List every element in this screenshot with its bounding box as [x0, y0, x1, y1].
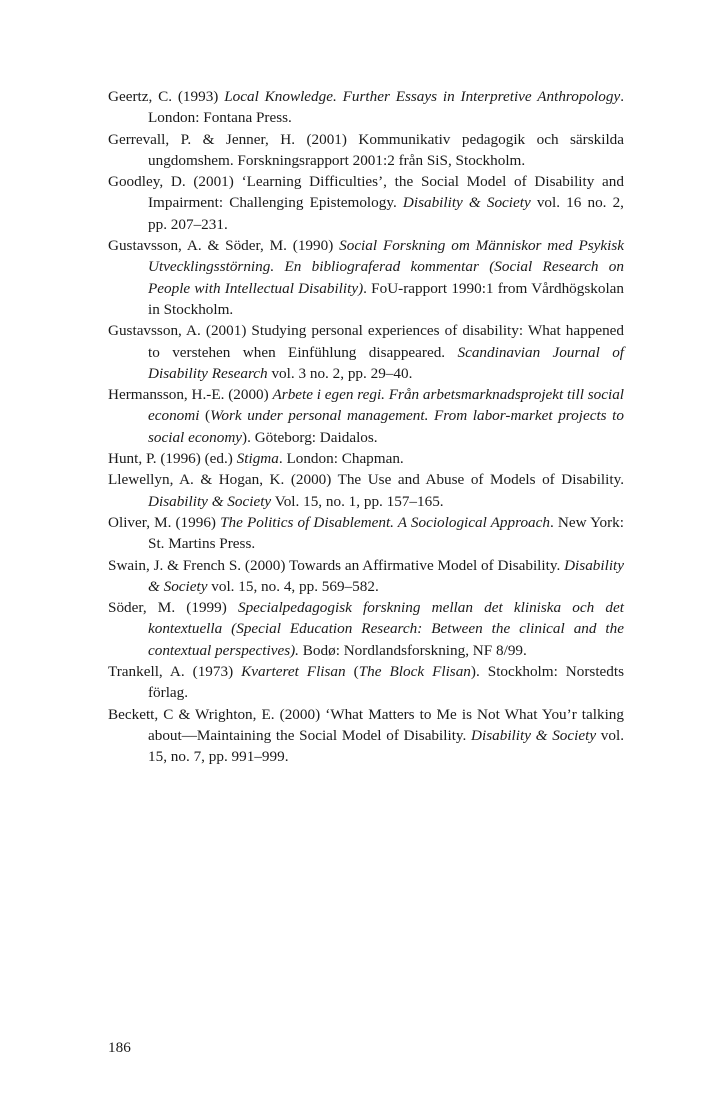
- reference-entry: [108, 384, 624, 448]
- reference-italic-text: Stigma: [236, 450, 279, 468]
- reference-entry: [108, 661, 624, 704]
- reference-entry: [108, 86, 624, 129]
- reference-text: ). Göteborg: Daidalos.: [242, 428, 378, 446]
- reference-entry: [108, 469, 624, 512]
- reference-text: vol. 15, no. 7, pp. 991–999.: [148, 726, 624, 766]
- reference-italic-text: The Politics of Disablement. A Sociological Approach: [220, 513, 550, 531]
- reference-text: Trankell, A. (1973): [108, 663, 242, 681]
- reference-text: Hermansson, H.-E. (2000): [108, 386, 273, 404]
- reference-entry: [108, 320, 624, 384]
- reference-italic-text: Social Forskning om Människor med Psykisk Utvecklingsstörning. En bibliograferad kommentar (Social Research on People with Intellectual Disability): [148, 237, 625, 297]
- reference-text: . London: Chapman.: [278, 450, 404, 468]
- reference-italic-text: Work under personal management. From labor-market projects to social economy: [148, 407, 624, 446]
- reference-italic-text: Scandinavian Journal of Disability Research: [148, 343, 625, 382]
- reference-text: . FoU-rapport 1990:1 from Vårdhögskolan in Stockholm.: [148, 279, 625, 318]
- reference-italic-text: Disability & Society: [471, 726, 597, 744]
- reference-italic-text: Arbete i egen regi. Från arbetsmarknadsprojekt till social economi: [148, 386, 625, 425]
- reference-text: Swain, J. & French S. (2000) Towards an Affirmative Model of Disability.: [108, 556, 565, 574]
- reference-text: Geertz, C. (1993): [108, 88, 225, 105]
- reference-text: Gustavsson, A. & Söder, M. (1990): [108, 237, 340, 255]
- reference-text: (: [345, 663, 359, 681]
- reference-entry: [108, 555, 624, 598]
- reference-entry: [108, 704, 624, 768]
- reference-text: Gerrevall, P. & Jenner, H. (2001) Kommunikativ pedagogik och särskilda ungdomshem. Forskningsrapport 2001:2 från SiS, Stockholm.: [108, 130, 624, 169]
- reference-text: Beckett, C & Wrighton, E. (2000) ‘What Matters to Me is Not What You’r talking about—Maintaining the Social Model of Disability.: [108, 705, 624, 744]
- reference-text: ). Stockholm: Norstedts förlag.: [148, 663, 625, 702]
- reference-italic-text: Disability & Society: [402, 194, 531, 212]
- reference-entry: [108, 129, 624, 172]
- reference-entry: [108, 448, 624, 469]
- reference-text: Oliver, M. (1996): [108, 513, 221, 531]
- reference-entry: [108, 171, 624, 235]
- page-number: 186: [108, 1039, 131, 1056]
- reference-text: Vol. 15, no. 1, pp. 157–165.: [271, 492, 444, 510]
- reference-text: vol. 16 no. 2, pp. 207–231.: [148, 194, 624, 233]
- reference-italic-text: The Block Flisan: [358, 663, 471, 681]
- reference-list: [108, 86, 624, 768]
- reference-text: (: [199, 407, 211, 425]
- reference-text: Llewellyn, A. & Hogan, K. (2000) The Use and Abuse of Models of Disability.: [108, 471, 624, 489]
- reference-text: Gustavsson, A. (2001) Studying personal experiences of disability: What happened to verstehen when Einfühlung disappeared.: [108, 322, 624, 361]
- reference-text: vol. 3 no. 2, pp. 29–40.: [267, 364, 413, 382]
- reference-italic-text: Disability & Society: [148, 492, 272, 510]
- reference-text: . New York: St. Martins Press.: [148, 513, 624, 553]
- reference-text: vol. 15, no. 4, pp. 569–582.: [207, 577, 379, 595]
- reference-text: Hunt, P. (1996) (ed.): [108, 450, 237, 468]
- reference-italic-text: Kvarteret Flisan: [241, 663, 346, 681]
- reference-text: Söder, M. (1999): [108, 599, 238, 617]
- reference-italic-text: Local Knowledge. Further Essays in Interpretive Anthropology: [224, 88, 621, 105]
- reference-italic-text: Disability & Society: [148, 556, 624, 595]
- reference-entry: [108, 512, 624, 555]
- reference-entry: [108, 235, 624, 320]
- reference-text: . London: Fontana Press.: [148, 88, 624, 127]
- reference-entry: [108, 597, 624, 661]
- reference-text: Goodley, D. (2001) ‘Learning Difficulties’, the Social Model of Disability and Impairment: Challenging Epistemology.: [108, 173, 624, 212]
- reference-text: Bodø: Nordlandsforskning, NF 8/99.: [298, 641, 527, 659]
- reference-italic-text: Specialpedagogisk forskning mellan det kliniska och det kontextuella (Special Education Research: Between the clinical and the contextual perspectives).: [148, 599, 624, 659]
